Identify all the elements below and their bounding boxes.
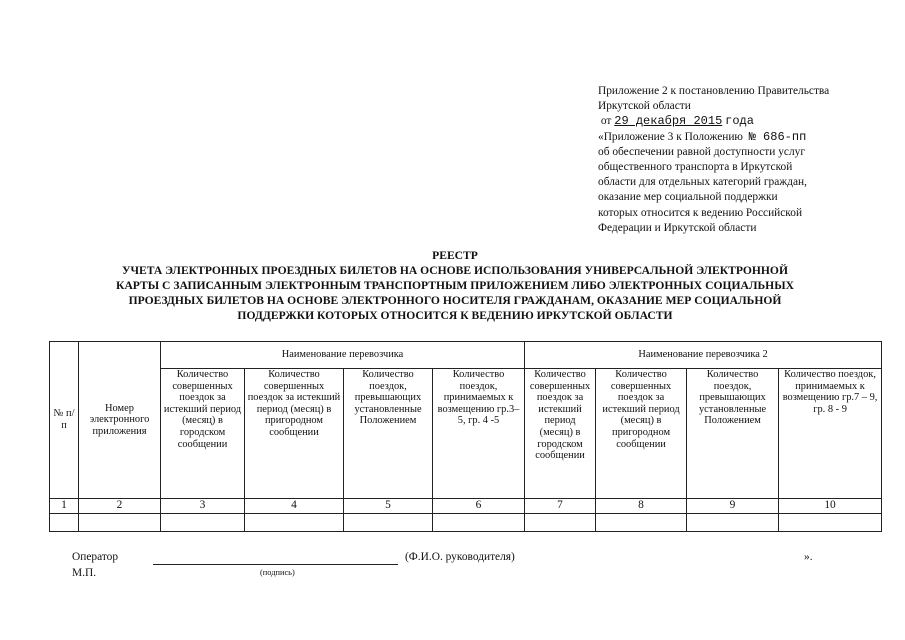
header-app-number: Номер электронного приложения [79, 342, 161, 499]
header-col-4: Количество совершенных поездок за истекший период (месяц) в пригородном сообщении [245, 369, 344, 499]
header-col-7: Количество совершенных поездок за истекший период (месяц) в городском сообщении [525, 369, 596, 499]
appendix-line-1: Приложение 2 к постановлению Правительства [598, 85, 830, 97]
col-number-5: 5 [344, 499, 433, 514]
title-line-1: РЕЕСТР [432, 249, 478, 262]
date-suffix: года [725, 114, 754, 129]
fio-label: (Ф.И.О. руководителя) [405, 551, 515, 563]
stamp-label: М.П. [72, 567, 97, 579]
empty-cell [161, 514, 245, 532]
register-table [49, 341, 882, 532]
resolution-number: № 686-пп [748, 129, 807, 144]
empty-cell [525, 514, 596, 532]
appendix-line-3 [598, 114, 898, 129]
empty-cell [79, 514, 161, 532]
header-col-10: Количество поездок, принимаемых к возмещению гр.7 – 9, гр. 8 - 9 [779, 369, 882, 499]
empty-cell [779, 514, 882, 532]
title-line-5: ПОДДЕРЖКИ КОТОРЫХ ОТНОСИТСЯ К ВЕДЕНИЮ ИРКУТСКОЙ ОБЛАСТИ [237, 309, 673, 322]
col-number-8: 8 [596, 499, 687, 514]
empty-cell [50, 514, 79, 532]
appendix-line-4 [598, 130, 898, 145]
col-number-1: 1 [50, 499, 79, 514]
empty-data-row [50, 514, 882, 532]
signature-hint: (подпись) [260, 568, 295, 577]
document-title [60, 248, 850, 323]
title-line-2: УЧЕТА ЭЛЕКТРОННЫХ ПРОЕЗДНЫХ БИЛЕТОВ НА ОСНОВЕ ИСПОЛЬЗОВАНИЯ УНИВЕРСАЛЬНОЙ ЭЛЕКТРОННОЙ [122, 264, 788, 277]
header-col-8: Количество совершенных поездок за истекший период (месяц) в пригородном сообщении [596, 369, 687, 499]
header-col-5: Количество поездок, превышающих установленные Положением [344, 369, 433, 499]
appendix-line-5: об обеспечении равной доступности услуг [598, 145, 806, 158]
empty-cell [687, 514, 779, 532]
header-row-number: № п/п [50, 342, 79, 499]
header-carrier-1: Наименование перевозчика [161, 342, 525, 369]
appendix-line-2: Иркутской области [598, 100, 691, 113]
col-number-3: 3 [161, 499, 245, 514]
appendix-header [598, 84, 898, 236]
appendix-line-6: общественного транспорта в Иркутской [598, 161, 793, 174]
header-col-6: Количество поездок, принимаемых к возмещению гр.3– 5, гр. 4 -5 [433, 369, 525, 499]
col-number-10: 10 [779, 499, 882, 514]
column-number-row [50, 499, 882, 514]
title-line-4: ПРОЕЗДНЫХ БИЛЕТОВ НА ОСНОВЕ ЭЛЕКТРОННОГО НОСИТЕЛЯ ГРАЖДАНАМ, ОКАЗАНИЕ МЕР СОЦИАЛЬНОЙ [128, 294, 782, 307]
regulation-ref: «Приложение 3 к Положению [598, 130, 743, 143]
operator-label: Оператор [72, 551, 119, 563]
closing-quote: ». [804, 551, 813, 563]
signature-line [153, 564, 398, 565]
col-number-4: 4 [245, 499, 344, 514]
appendix-line-7: области для отдельных категорий граждан, [598, 176, 807, 189]
empty-cell [245, 514, 344, 532]
col-number-9: 9 [687, 499, 779, 514]
title-line-3: КАРТЫ С ЗАПИСАННЫМ ЭЛЕКТРОННЫМ ТРАНСПОРТНЫМ ПРИЛОЖЕНИЕМ ЛИБО ЭЛЕКТРОННЫХ СОЦИАЛЬНЫХ [116, 279, 794, 292]
header-col-9: Количество поездок, превышающих установленные Положением [687, 369, 779, 499]
col-number-7: 7 [525, 499, 596, 514]
col-number-6: 6 [433, 499, 525, 514]
empty-cell [596, 514, 687, 532]
date-prefix: от [600, 115, 612, 128]
header-col-3: Количество совершенных поездок за истекший период (месяц) в городском сообщении [161, 369, 245, 499]
appendix-line-8: оказание мер социальной поддержки [598, 191, 778, 204]
empty-cell [433, 514, 525, 532]
col-number-2: 2 [79, 499, 161, 514]
appendix-line-10: Федерации и Иркутской области [598, 221, 757, 234]
appendix-line-9: которых относится к ведению Российской [598, 206, 803, 219]
resolution-date: 29 декабря 2015 [614, 114, 723, 129]
empty-cell [344, 514, 433, 532]
header-carrier-2: Наименование перевозчика 2 [525, 342, 882, 369]
